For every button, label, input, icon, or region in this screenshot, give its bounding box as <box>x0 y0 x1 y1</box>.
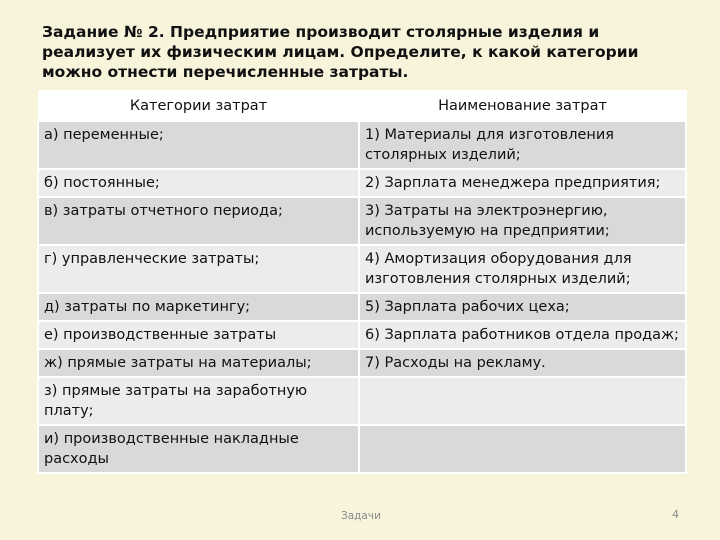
table-header-row <box>38 91 686 122</box>
table-row <box>38 349 686 377</box>
table-row <box>38 425 686 473</box>
cost-name-cell <box>359 377 686 425</box>
table-row <box>38 377 686 425</box>
header-cost-categories: Категории затрат <box>38 91 359 122</box>
category-cell: г) управленческие затраты; <box>38 245 359 293</box>
table-row <box>38 293 686 321</box>
cost-name-cell: 4) Амортизация оборудования для изготовления столярных изделий; <box>359 245 686 293</box>
table-row <box>38 197 686 245</box>
cost-name-cell: 5) Зарплата рабочих цеха; <box>359 293 686 321</box>
task-title: Задание № 2. Предприятие производит столярные изделия и реализует их физическим лицам. Определите, к какой категории можно отнести перечисленные затраты. <box>42 23 639 81</box>
footer-label: Задачи <box>341 510 381 522</box>
category-cell: з) прямые затраты на заработную плату; <box>38 377 359 425</box>
table-row <box>38 169 686 197</box>
cost-name-cell: 6) Зарплата работников отдела продаж; <box>359 321 686 349</box>
category-cell: и) производственные накладные расходы <box>38 425 359 473</box>
category-cell: ж) прямые затраты на материалы; <box>38 349 359 377</box>
cost-name-cell: 2) Зарплата менеджера предприятия; <box>359 169 686 197</box>
category-cell: в) затраты отчетного периода; <box>38 197 359 245</box>
table-row <box>38 121 686 169</box>
cost-name-cell: 7) Расходы на рекламу. <box>359 349 686 377</box>
page-number: 4 <box>672 508 679 521</box>
cost-name-cell: 1) Материалы для изготовления столярных изделий; <box>359 121 686 169</box>
cost-name-cell: 3) Затраты на электроэнергию, используемую на предприятии; <box>359 197 686 245</box>
table-row <box>38 245 686 293</box>
category-cell: а) переменные; <box>38 121 359 169</box>
cost-name-cell <box>359 425 686 473</box>
cost-categories-table <box>37 90 687 474</box>
table-row <box>38 321 686 349</box>
category-cell: д) затраты по маркетингу; <box>38 293 359 321</box>
category-cell: е) производственные затраты <box>38 321 359 349</box>
category-cell: б) постоянные; <box>38 169 359 197</box>
header-cost-names: Наименование затрат <box>359 91 686 122</box>
